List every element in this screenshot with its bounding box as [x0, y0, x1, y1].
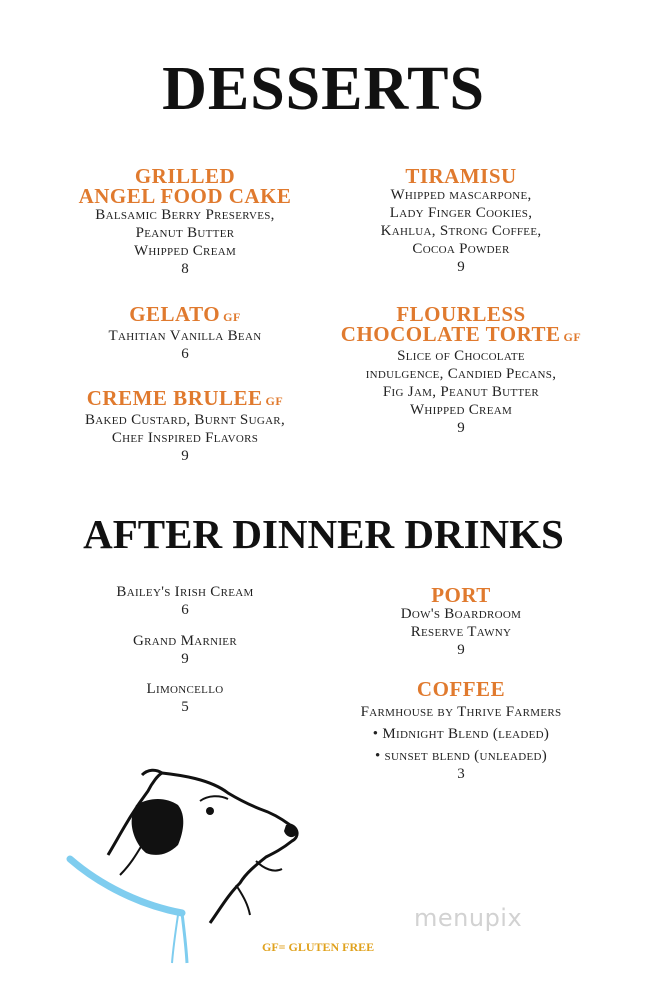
drink-desc: Reserve Tawny: [410, 624, 512, 640]
gluten-free-note: GF= GLUTEN FREE: [262, 940, 375, 954]
desserts-title: DESSERTS: [162, 55, 485, 123]
dessert-price: 9: [457, 420, 465, 436]
drink-price: 5: [181, 699, 189, 715]
drink-name: Grand Marnier: [133, 633, 237, 649]
dessert-price: 9: [181, 448, 189, 464]
drink-desc: Dow's Boardroom: [400, 606, 522, 622]
dessert-name: [60, 304, 310, 327]
dog-head-logo-icon: [60, 765, 320, 965]
dessert-item-gelato: [60, 304, 310, 363]
dessert-name: TIRAMISU: [405, 164, 517, 188]
drink-price: 9: [457, 642, 465, 658]
drink-desc: • Midnight Blend (leaded): [372, 726, 550, 742]
dessert-price: 6: [181, 346, 189, 362]
drink-price: 9: [181, 651, 189, 667]
drink-name: Bailey's Irish Cream: [116, 584, 254, 600]
drink-desc: • sunset blend (unleaded): [374, 748, 548, 764]
dessert-name-line1: FLOURLESS: [396, 302, 526, 326]
dessert-desc: Cocoa Powder: [412, 241, 510, 257]
drink-item-coffee: [330, 679, 592, 783]
dessert-desc: Kahlua, Strong Coffee,: [380, 223, 542, 239]
drink-price: 3: [457, 766, 465, 782]
dessert-item-creme-brulee: [60, 388, 310, 465]
dessert-desc: Whipped Cream: [409, 402, 513, 418]
dessert-desc: Whipped mascarpone,: [390, 187, 532, 203]
dessert-price: 8: [181, 261, 189, 277]
dessert-name-line2: ANGEL FOOD CAKE: [78, 184, 292, 208]
dessert-desc: Lady Finger Cookies,: [389, 205, 533, 221]
dessert-desc: Whipped Cream: [133, 243, 237, 259]
dessert-name: [60, 388, 310, 411]
drink-name: PORT: [431, 583, 491, 607]
dessert-name-text: CHOCOLATE TORTE: [340, 322, 561, 346]
dessert-price: 9: [457, 259, 465, 275]
dessert-desc: indulgence, Candied Pecans,: [365, 366, 557, 382]
menupix-watermark: menupix: [414, 904, 523, 932]
dessert-desc: Baked Custard, Burnt Sugar,: [85, 412, 285, 428]
gf-tag: GF: [265, 394, 284, 408]
dessert-name-line1: GRILLED: [134, 164, 236, 188]
dessert-name-text: GELATO: [129, 302, 221, 326]
dessert-name-text: CREME BRULEE: [86, 386, 263, 410]
dessert-desc: Chef Inspired Flavors: [111, 430, 259, 446]
dessert-name-line2: [330, 324, 592, 347]
drink-desc: Farmhouse by Thrive Farmers: [360, 704, 562, 720]
dessert-item-angel-food-cake: [60, 166, 310, 278]
dessert-desc: Tahitian Vanilla Bean: [108, 328, 262, 344]
gf-tag: GF: [563, 330, 582, 344]
drink-item-baileys: [60, 583, 310, 619]
drink-item-limoncello: [60, 680, 310, 716]
dessert-desc: Slice of Chocolate: [397, 348, 525, 364]
drink-item-port: [330, 585, 592, 659]
drink-price: 6: [181, 602, 189, 618]
dessert-item-flourless-torte: [330, 304, 592, 437]
gf-tag: GF: [223, 310, 241, 324]
drink-name: Limoncello: [146, 681, 224, 697]
drinks-title: AFTER DINNER DRINKS: [83, 511, 564, 557]
drink-item-grand-marnier: [60, 632, 310, 668]
dessert-desc: Peanut Butter: [135, 225, 235, 241]
dessert-desc: Fig Jam, Peanut Butter: [382, 384, 540, 400]
dessert-desc: Balsamic Berry Preserves,: [95, 207, 275, 223]
drink-name: COFFEE: [416, 677, 506, 701]
dessert-item-tiramisu: [330, 166, 592, 276]
